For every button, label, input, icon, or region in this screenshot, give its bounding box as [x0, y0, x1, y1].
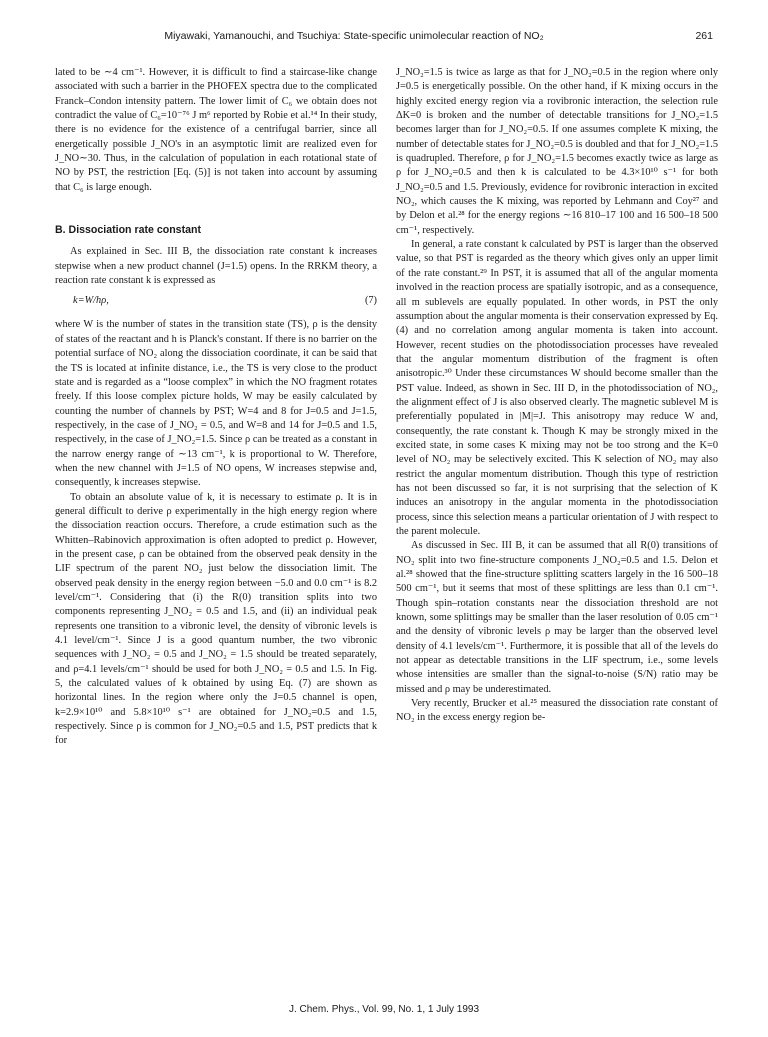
- paragraph: Very recently, Brucker et al.²⁵ measured the dissociation rate constant of NO₂ in the excess energy region be-: [396, 698, 718, 724]
- paragraph: In general, a rate constant k calculated by PST is larger than the observed value, so that PST is regarded as the theory which gives only an upper limit of the rate constant.²⁹ In PST, it is assumed that all of the angular momenta involved in the reaction process are spatially isotropic, and as a consequence, all m sublevels are equally populated. In other words, in PST the only assumption about the angular momenta is their conservation expressed by Eq. (4) and no correlation among angular momenta is taken into account. However, recent studies on the photodissociation processes have revealed that the angular momentum distribution of the fragment is often anisotropic.³⁰ Under these circumstances W should become smaller than the PST value. Indeed, as shown in Sec. III D, in the photodissociation of NO₂, the alignment effect of J is also observed clearly. The magnetic sublevel M is preferentially populated in |M|=J. This anisotropy may reduce W and, consequently, the rate constant k. Though K may be strongly mixed in the excited state, in some cases K mixing may not be too strong and the K=0 level of NO₂ may be selectively excited. This K selection of NO₂ may also restrict the angular momentum distribution. Though this type of restriction has not been discussed so far, it is not surprising that the selection of K induces an anisotropy in the angular momenta in the photodissociation process, since this selection means a particular orientation of J with respect to the parent molecule.: [396, 239, 719, 537]
- paragraph: J_NO₂=1.5 is twice as large as that for J_NO₂=0.5 in the region where only J=0.5 is energetically possible. On the other hand, if K mixing occurs in the highly excited energy region via a rovibronic interaction, the selection rule ΔK=0 is broken and the number of detectable transitions for J_NO₂=1.5 becomes larger than for J_NO₂=0.5. If one assumes complete K mixing, the number of detectable states for J_NO₂=0.5 is doubled and that for J_NO₂=1.5 is quadrupled. Therefore, ρ for J_NO₂=1.5 becomes exactly twice as large as ρ for J_NO₂=0.5 and then k is calculated to be 4.3×10¹⁰ s⁻¹ for both J_NO₂=0.5 and 1.5. Previously, evidence for rovibronic interaction in excited NO₂, which causes the K mixing, was reported by Lehmann and Coy²⁷ and by Delon et al.²⁸ for the energy regions ∼16 810–17 100 and 16 500–18 500 cm⁻¹, respectively.: [396, 67, 718, 236]
- equation-number: (7): [364, 295, 377, 307]
- paragraph: As explained in Sec. III B, the dissociation rate constant k increases stepwise when a new product channel (J=1.5) opens. In the RRKM theory, a reaction rate constant k is expressed as: [55, 246, 377, 287]
- section-heading: B. Dissociation rate constant: [55, 224, 201, 237]
- paragraph: lated to be ∼4 cm⁻¹. However, it is difficult to find a staircase-like change associated with such a barrier in the PHOFEX spectra due to the complicated Franck–Condon intensity pattern. The lower limit of C₆ we obtain does not contradict the value of C₆=10⁻⁷⁶ J m⁶ reported by Robie et al.¹⁴ In their study, there is no evidence for the existence of a centrifugal barrier, since all energetically possible J_NO's in an asymptotic limit are realized even for J_NO∼30. Thus, in the calculation of population in each rotational state of NO by PST, the restriction [Eq. (5)] is not taken into account by assuming that C₆ is large enough.: [55, 67, 377, 193]
- running-header: [55, 30, 713, 48]
- equation: [55, 294, 377, 312]
- left-column: [55, 66, 377, 749]
- paragraph: As discussed in Sec. III B, it can be assumed that all R(0) transitions of NO₂ split into two fine-structure components J_NO₂=0.5 and 1.5. Delon et al.²⁸ showed that the fine-structure splitting scatters largely in the 16 500–18 500 cm⁻¹, but it seems that most of these splittings are less than 0.1 cm⁻¹. Though spin–rotation constants near the dissociation threshold are not known, some splittings may be smaller than the laser resolution of 0.05 cm⁻¹ and the density of vibronic levels ρ may be larger than the observed level density of 4.1 levels/cm⁻¹. Furthermore, it is possible that all of the levels do not appear as detectable transitions in the LIF spectrum, i.e., some levels whose intensities are smaller than the signal-to-noise (S/N) ratio may be missed and ρ may be underestimated.: [396, 540, 718, 695]
- equation-body: k=W/hρ,: [73, 295, 109, 307]
- running-title: Miyawaki, Yamanouchi, and Tsuchiya: State-specific unimolecular reaction of NO₂: [164, 30, 544, 42]
- right-column: [396, 66, 718, 726]
- paragraph: where W is the number of states in the transition state (TS), ρ is the density of states of the reactant and h is Planck's constant. If there is no barrier on the potential surface of NO₂ along the dissociation coordinate, it can be said that the TS is located at infinite distance, i.e., the TS is very close to the product state and is regarded as a “loose complex” in which the NO fragment rotates freely. If this loose complex picture holds, W may be easily calculated by counting the number of channels by PST; W=4 and 8 for J=0.5 and J=1.5, respectively, in the case of J_NO₂ = 0.5, and W=8 and 14 for J=0.5 and 1.5, respectively, in the case of J_NO₂=1.5. Since ρ can be treated as a constant in the narrow energy range of ∼13 cm⁻¹, k is proportional to W. Therefore, when the new channel with J=1.5 of NO opens, W increases stepwise and, consequently, k increases stepwise.: [55, 319, 377, 489]
- paragraph: To obtain an absolute value of k, it is necessary to estimate ρ. It is in general difficult to derive ρ experimentally in the high energy region where the dissociation reaction occurs. Therefore, a crude estimation such as the Whitten–Rabinovich approximation is often adopted to predict ρ. However, in the present case, ρ can be obtained from the observed peak density in the LIF spectrum of the parent NO₂ just below the dissociation limit. The observed peak density in the energy region between −5.0 and 0.0 cm⁻¹ is 8.2 level/cm⁻¹. Considering that (i) the R(0) transition splits into two components representing J_NO₂ = 0.5 and 1.5, and (ii) an individual peak represents one transition to a vibronic level, the density of vibronic levels is 4.1 level/cm⁻¹. Since J is a good quantum number, the two vibronic sequences with J_NO₂ = 0.5 and J_NO₂ = 1.5 should be treated separately, and ρ=4.1 levels/cm⁻¹ should be used for both J_NO₂ = 0.5 and 1.5. In Fig. 5, the calculated values of k obtained by using Eq. (7) are shown as horizontal lines. In the region where only the J=0.5 channel is open, k=2.9×10¹⁰ and 5.8×10¹⁰ s⁻¹ are obtained for J_NO₂=0.5 and 1.5, respectively. Since ρ is common for J_NO₂=0.5 and 1.5, PST predicts that k for: [55, 491, 377, 747]
- page-number: 261: [695, 30, 713, 42]
- journal-footer: J. Chem. Phys., Vol. 99, No. 1, 1 July 1993: [288, 1004, 480, 1015]
